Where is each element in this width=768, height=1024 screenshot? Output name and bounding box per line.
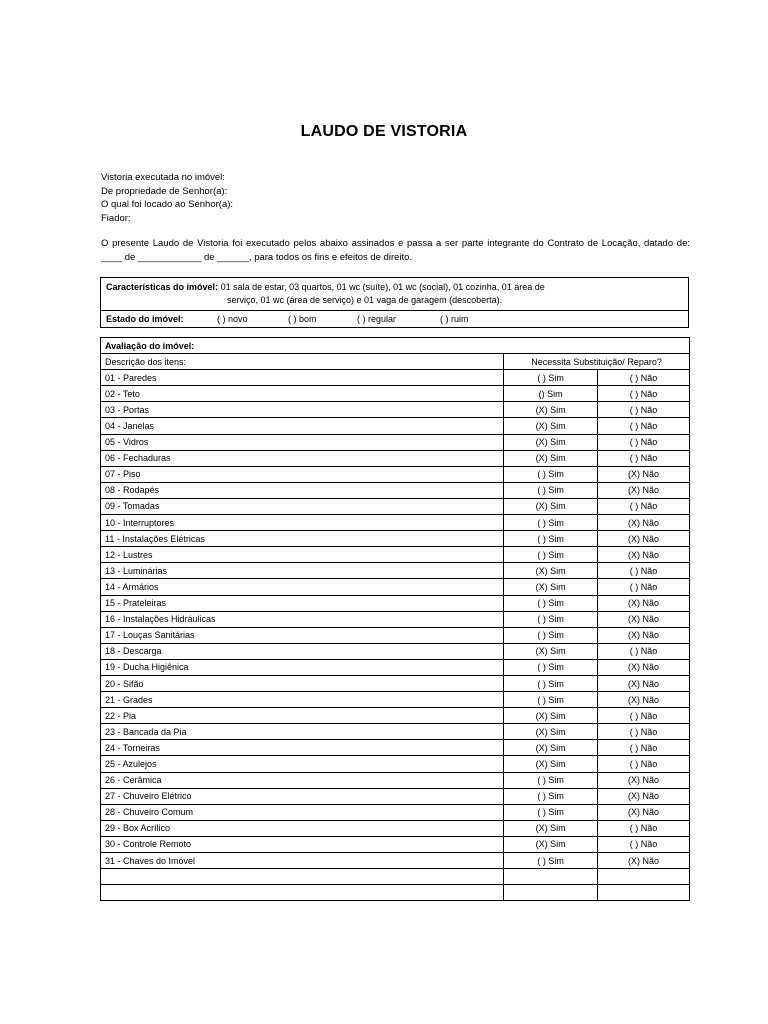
item-nao: ( ) Não: [598, 418, 690, 434]
item-description: [101, 869, 504, 885]
item-description: 09 - Tomadas: [101, 498, 504, 514]
table-row: [101, 579, 690, 595]
item-nao: ( ) Não: [598, 579, 690, 595]
table-row: [101, 370, 690, 386]
item-description: 02 - Teto: [101, 386, 504, 402]
item-nao: (X) Não: [598, 804, 690, 820]
item-nao: (X) Não: [598, 675, 690, 691]
intro-paragraph: O presente Laudo de Vistoria foi executado pelos abaixo assinados e passa a ser parte integrante do Contrato de Locação, datado de: ____ de ____________ de ______, para todos os fins e efeitos de direito.: [101, 238, 690, 263]
item-sim: (X) Sim: [504, 643, 598, 659]
table-row: [101, 869, 690, 885]
item-nao: [598, 885, 690, 901]
item-description: 04 - Janelas: [101, 418, 504, 434]
item-sim: ( ) Sim: [504, 675, 598, 691]
intro-line-fiador: Fiador:: [101, 212, 131, 224]
box-divider: [101, 310, 688, 311]
condition-option-novo: ( ) novo: [217, 314, 248, 324]
item-nao: ( ) Não: [598, 740, 690, 756]
item-nao: (X) Não: [598, 772, 690, 788]
item-sim: ( ) Sim: [504, 466, 598, 482]
intro-block: [101, 171, 233, 225]
table-row: [101, 418, 690, 434]
intro-line-proprietario: De propriedade de Senhor(a):: [101, 185, 228, 197]
table-row: [101, 386, 690, 402]
item-nao: ( ) Não: [598, 708, 690, 724]
item-sim: (X) Sim: [504, 418, 598, 434]
item-sim: (X) Sim: [504, 450, 598, 466]
item-description: 18 - Descarga: [101, 643, 504, 659]
item-sim: ( ) Sim: [504, 804, 598, 820]
item-sim: ( ) Sim: [504, 547, 598, 563]
item-nao: (X) Não: [598, 627, 690, 643]
item-nao: ( ) Não: [598, 756, 690, 772]
table-row: [101, 788, 690, 804]
item-description: 03 - Portas: [101, 402, 504, 418]
item-sim: [504, 869, 598, 885]
item-description: 20 - Sifão: [101, 675, 504, 691]
item-description: 22 - Pia: [101, 708, 504, 724]
item-nao: ( ) Não: [598, 724, 690, 740]
item-sim: (X) Sim: [504, 708, 598, 724]
table-row: [101, 885, 690, 901]
item-sim: ( ) Sim: [504, 853, 598, 869]
item-description: 21 - Grades: [101, 692, 504, 708]
condition-option-bom: ( ) bom: [288, 314, 317, 324]
property-info-box: [100, 277, 689, 328]
item-sim: [504, 885, 598, 901]
item-nao: ( ) Não: [598, 643, 690, 659]
item-sim: (X) Sim: [504, 498, 598, 514]
item-sim: ( ) Sim: [504, 595, 598, 611]
item-nao: (X) Não: [598, 595, 690, 611]
item-nao: ( ) Não: [598, 450, 690, 466]
item-nao: ( ) Não: [598, 370, 690, 386]
item-sim: (X) Sim: [504, 402, 598, 418]
table-row: [101, 724, 690, 740]
table-row: [101, 627, 690, 643]
table-row: [101, 820, 690, 836]
item-description: 31 - Chaves do Imóvel: [101, 853, 504, 869]
item-sim: (X) Sim: [504, 434, 598, 450]
item-nao: (X) Não: [598, 547, 690, 563]
table-row: [101, 708, 690, 724]
evaluation-table: [100, 337, 690, 901]
item-sim: (X) Sim: [504, 579, 598, 595]
item-description: 10 - Interruptores: [101, 515, 504, 531]
table-row: [101, 466, 690, 482]
intro-line-locatario: O qual foi locado ao Senhor(a):: [101, 199, 234, 210]
condition-option-ruim: ( ) ruim: [440, 314, 469, 324]
item-nao: ( ) Não: [598, 820, 690, 836]
table-row: [101, 675, 690, 691]
table-row: [101, 611, 690, 627]
item-sim: ( ) Sim: [504, 659, 598, 675]
item-sim: (X) Sim: [504, 756, 598, 772]
item-description: 07 - Piso: [101, 466, 504, 482]
table-row: [101, 434, 690, 450]
item-nao: ( ) Não: [598, 836, 690, 852]
item-sim: (X) Sim: [504, 724, 598, 740]
item-description: 29 - Box Acrílico: [101, 820, 504, 836]
evaluation-header: Avaliação do imóvel:: [101, 338, 690, 354]
table-row: [101, 836, 690, 852]
item-description: 19 - Ducha Higiênica: [101, 659, 504, 675]
item-description: 17 - Louças Sanitárias: [101, 627, 504, 643]
item-nao: ( ) Não: [598, 386, 690, 402]
item-sim: () Sim: [504, 386, 598, 402]
item-description: 05 - Vidros: [101, 434, 504, 450]
item-nao: (X) Não: [598, 853, 690, 869]
table-row: [101, 740, 690, 756]
item-description: 12 - Lustres: [101, 547, 504, 563]
item-sim: ( ) Sim: [504, 627, 598, 643]
table-row: [101, 482, 690, 498]
item-nao: (X) Não: [598, 692, 690, 708]
column-header-row: [101, 354, 690, 370]
table-row: [101, 756, 690, 772]
item-sim: ( ) Sim: [504, 515, 598, 531]
table-row: [101, 772, 690, 788]
item-nao: ( ) Não: [598, 563, 690, 579]
item-sim: ( ) Sim: [504, 370, 598, 386]
table-row: [101, 531, 690, 547]
table-row: [101, 643, 690, 659]
table-row: [101, 853, 690, 869]
item-nao: ( ) Não: [598, 434, 690, 450]
property-condition: [106, 314, 469, 324]
item-nao: ( ) Não: [598, 498, 690, 514]
item-sim: ( ) Sim: [504, 482, 598, 498]
item-nao: (X) Não: [598, 611, 690, 627]
item-description: 26 - Cerâmica: [101, 772, 504, 788]
item-description: 30 - Controle Remoto: [101, 836, 504, 852]
characteristics-label: Características do imóvel:: [106, 282, 219, 292]
item-sim: (X) Sim: [504, 836, 598, 852]
table-row: [101, 515, 690, 531]
item-description: 14 - Armários: [101, 579, 504, 595]
condition-option-regular: ( ) regular: [357, 314, 397, 324]
item-sim: (X) Sim: [504, 563, 598, 579]
item-description: 11 - Instalações Elétricas: [101, 531, 504, 547]
table-row: [101, 498, 690, 514]
item-description: 16 - Instalações Hidráulicas: [101, 611, 504, 627]
table-row: [101, 804, 690, 820]
item-description: 28 - Chuveiro Comum: [101, 804, 504, 820]
characteristics: [106, 281, 616, 307]
evaluation-header-row: [101, 338, 690, 354]
item-sim: ( ) Sim: [504, 788, 598, 804]
item-description: 01 - Paredes: [101, 370, 504, 386]
item-sim: (X) Sim: [504, 740, 598, 756]
item-description: 06 - Fechaduras: [101, 450, 504, 466]
characteristics-line-2: serviço, 01 wc (área de serviço) e 01 vaga de garagem (descoberta).: [227, 295, 503, 305]
item-sim: ( ) Sim: [504, 772, 598, 788]
table-row: [101, 563, 690, 579]
item-nao: (X) Não: [598, 531, 690, 547]
table-row: [101, 450, 690, 466]
item-description: 24 - Torneiras: [101, 740, 504, 756]
item-nao: (X) Não: [598, 659, 690, 675]
description-column-header: Descrição dos itens:: [101, 354, 504, 370]
item-nao: [598, 869, 690, 885]
item-nao: (X) Não: [598, 515, 690, 531]
table-row: [101, 659, 690, 675]
item-description: 08 - Rodapés: [101, 482, 504, 498]
table-row: [101, 595, 690, 611]
item-description: 27 - Chuveiro Elétrico: [101, 788, 504, 804]
table-row: [101, 692, 690, 708]
item-nao: (X) Não: [598, 482, 690, 498]
need-column-header: Necessita Substituição/ Reparo?: [504, 354, 690, 370]
table-row: [101, 547, 690, 563]
table-row: [101, 402, 690, 418]
item-nao: (X) Não: [598, 788, 690, 804]
item-description: 25 - Azulejos: [101, 756, 504, 772]
item-sim: (X) Sim: [504, 820, 598, 836]
item-description: 15 - Prateleiras: [101, 595, 504, 611]
intro-line-imovel: Vistoria executada no imóvel:: [101, 172, 225, 183]
item-description: [101, 885, 504, 901]
item-nao: ( ) Não: [598, 402, 690, 418]
characteristics-line-1: 01 sala de estar, 03 quartos, 01 wc (suíte), 01 wc (social), 01 cozinha, 01 área de: [218, 282, 545, 292]
item-description: 23 - Bancada da Pia: [101, 724, 504, 740]
item-sim: ( ) Sim: [504, 611, 598, 627]
item-sim: ( ) Sim: [504, 692, 598, 708]
item-sim: ( ) Sim: [504, 531, 598, 547]
condition-label: Estado do imóvel:: [106, 314, 184, 324]
document-title: LAUDO DE VISTORIA: [300, 123, 468, 140]
item-description: 13 - Luminárias: [101, 563, 504, 579]
item-nao: (X) Não: [598, 466, 690, 482]
